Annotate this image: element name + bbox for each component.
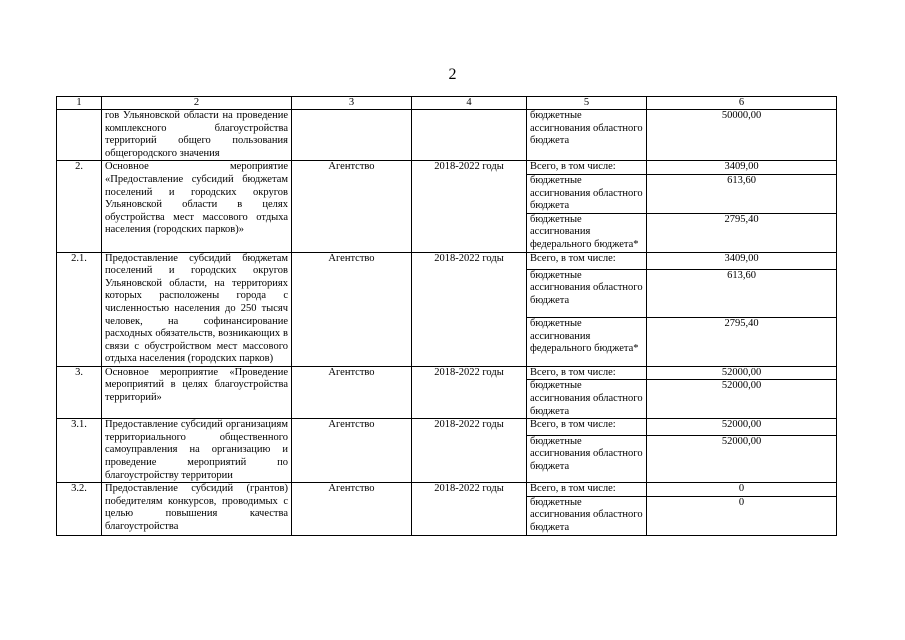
finance-source-cell: бюджетные ассигнования федерального бюджета* bbox=[527, 213, 647, 252]
finance-source-cell: бюджетные ассигнования областного бюджета bbox=[527, 110, 647, 161]
row-number-cell: 3. bbox=[57, 366, 102, 418]
finance-amount-cell: 52000,00 bbox=[647, 419, 837, 436]
finance-source-cell: бюджетные ассигнования федерального бюджета* bbox=[527, 318, 647, 367]
activity-description-cell: гов Ульяновской области на проведение комплексного благоустройства территорий общего пользования общегородского значения bbox=[102, 110, 292, 161]
column-header: 6 bbox=[647, 97, 837, 110]
row-number-cell: 2. bbox=[57, 161, 102, 252]
finance-amount-cell: 2795,40 bbox=[647, 213, 837, 252]
finance-source-cell: Всего, в том числе: bbox=[527, 161, 647, 175]
column-header: 3 bbox=[292, 97, 412, 110]
term-cell: 2018-2022 годы bbox=[412, 252, 527, 366]
executor-cell: Агентство bbox=[292, 161, 412, 252]
table-row bbox=[57, 161, 837, 175]
table-row bbox=[57, 483, 837, 497]
table-row bbox=[57, 252, 837, 269]
term-cell: 2018-2022 годы bbox=[412, 419, 527, 483]
activity-description-cell: Предоставление субсидий бюджетам поселений и городских округов Ульяновской области, на территориях которых расположены города с численностью населения до 250 тысяч человек, на софинансирование расходных обязательств, возникающих в связи с обустройством мест массового отдыха населения (городских парков) bbox=[102, 252, 292, 366]
finance-amount-cell: 0 bbox=[647, 496, 837, 535]
column-header: 4 bbox=[412, 97, 527, 110]
term-cell: 2018-2022 годы bbox=[412, 483, 527, 535]
finance-source-cell: Всего, в том числе: bbox=[527, 419, 647, 436]
activity-description-cell: Предоставление субсидий организациям территориального общественного самоуправления на организацию и проведение мероприятий по благоустройству территории bbox=[102, 419, 292, 483]
row-number-cell: 3.1. bbox=[57, 419, 102, 483]
row-number-cell: 2.1. bbox=[57, 252, 102, 366]
finance-source-cell: бюджетные ассигнования областного бюджета bbox=[527, 380, 647, 419]
table-row bbox=[57, 366, 837, 380]
finance-amount-cell: 52000,00 bbox=[647, 380, 837, 419]
activity-description-cell: Предоставление субсидий (грантов) победителям конкурсов, проводимых с целью повышения качества благоустройства bbox=[102, 483, 292, 535]
executor-cell: Агентство bbox=[292, 366, 412, 418]
finance-amount-cell: 52000,00 bbox=[647, 366, 837, 380]
finance-source-cell: Всего, в том числе: bbox=[527, 483, 647, 497]
finance-source-cell: Всего, в том числе: bbox=[527, 366, 647, 380]
finance-source-cell: бюджетные ассигнования областного бюджета bbox=[527, 435, 647, 482]
finance-amount-cell: 2795,40 bbox=[647, 318, 837, 367]
finance-amount-cell: 3409,00 bbox=[647, 252, 837, 269]
table-row bbox=[57, 110, 837, 161]
finance-amount-cell: 3409,00 bbox=[647, 161, 837, 175]
executor-cell: Агентство bbox=[292, 483, 412, 535]
finance-amount-cell: 613,60 bbox=[647, 269, 837, 318]
activity-description-cell: Основное мероприятие «Проведение мероприятий в целях благоустройства территорий» bbox=[102, 366, 292, 418]
activity-description-cell: Основное мероприятие «Предоставление субсидий бюджетам поселений и городских округов Ульяновской области в целях обустройства мест массового отдыха населения (городских парков)» bbox=[102, 161, 292, 252]
executor-cell: Агентство bbox=[292, 419, 412, 483]
executor-cell bbox=[292, 110, 412, 161]
term-cell: 2018-2022 годы bbox=[412, 366, 527, 418]
row-number-cell bbox=[57, 110, 102, 161]
finance-amount-cell: 0 bbox=[647, 483, 837, 497]
column-header: 2 bbox=[102, 97, 292, 110]
table-header-row bbox=[57, 97, 837, 110]
finance-source-cell: Всего, в том числе: bbox=[527, 252, 647, 269]
finance-source-cell: бюджетные ассигнования областного бюджета bbox=[527, 174, 647, 213]
finance-source-cell: бюджетные ассигнования областного бюджета bbox=[527, 269, 647, 318]
column-header: 5 bbox=[527, 97, 647, 110]
program-table bbox=[56, 96, 837, 536]
finance-amount-cell: 52000,00 bbox=[647, 435, 837, 482]
column-header: 1 bbox=[57, 97, 102, 110]
page-number: 2 bbox=[448, 66, 457, 83]
finance-amount-cell: 613,60 bbox=[647, 174, 837, 213]
executor-cell: Агентство bbox=[292, 252, 412, 366]
table-row bbox=[57, 419, 837, 436]
term-cell: 2018-2022 годы bbox=[412, 161, 527, 252]
term-cell bbox=[412, 110, 527, 161]
finance-amount-cell: 50000,00 bbox=[647, 110, 837, 161]
finance-source-cell: бюджетные ассигнования областного бюджета bbox=[527, 496, 647, 535]
row-number-cell: 3.2. bbox=[57, 483, 102, 535]
